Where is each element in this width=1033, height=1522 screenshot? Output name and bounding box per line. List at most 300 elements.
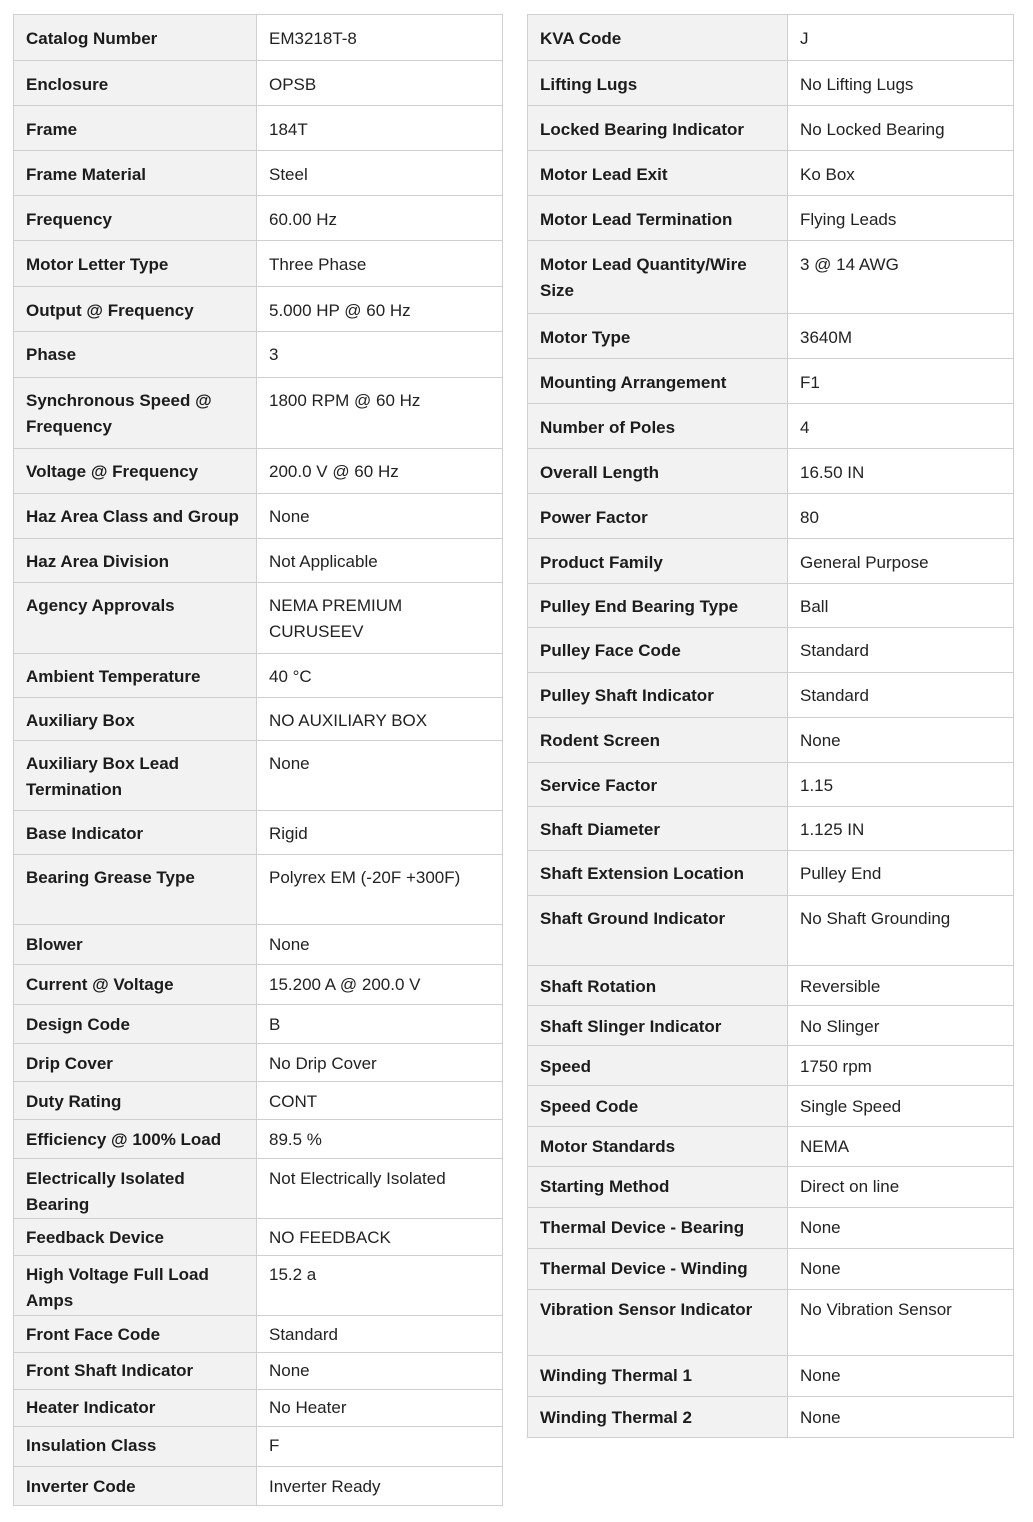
spec-row-mounting-arrangement bbox=[528, 359, 1014, 404]
spec-value-text: No Heater bbox=[269, 1398, 347, 1417]
spec-value-text: 15.2 a bbox=[269, 1265, 317, 1284]
spec-row-duty-rating bbox=[14, 1082, 503, 1120]
spec-value-text: 15.200 A @ 200.0 V bbox=[269, 975, 421, 994]
spec-label bbox=[14, 698, 257, 741]
spec-label-text: Auxiliary Box bbox=[26, 711, 135, 730]
spec-row-product-family bbox=[528, 539, 1014, 584]
spec-value-text: Direct on line bbox=[800, 1177, 900, 1196]
spec-value-text: Pulley End bbox=[800, 864, 882, 883]
spec-label-text: Shaft Diameter bbox=[540, 820, 660, 839]
spec-value bbox=[257, 1219, 503, 1256]
spec-value-text: No Vibration Sensor bbox=[800, 1300, 952, 1319]
spec-value-text: No Lifting Lugs bbox=[800, 75, 914, 94]
spec-label-text: Motor Type bbox=[540, 328, 631, 347]
spec-value-text: Polyrex EM (-20F +300F) bbox=[269, 868, 461, 887]
spec-label-text: Power Factor bbox=[540, 508, 648, 527]
spec-value-text: 3640M bbox=[800, 328, 852, 347]
spec-value bbox=[257, 1256, 503, 1316]
spec-row-rodent-screen bbox=[528, 718, 1014, 763]
spec-row-front-shaft-indicator bbox=[14, 1353, 503, 1390]
spec-row-shaft-ground-indicator bbox=[528, 896, 1014, 966]
spec-label-text: Agency Approvals bbox=[26, 596, 175, 615]
spec-label-text: Haz Area Class and Group bbox=[26, 507, 239, 526]
spec-value bbox=[788, 449, 1014, 494]
spec-value bbox=[788, 628, 1014, 673]
spec-label bbox=[14, 1256, 257, 1316]
spec-label bbox=[14, 1427, 257, 1467]
spec-label-text: Lifting Lugs bbox=[540, 75, 638, 94]
spec-value bbox=[257, 61, 503, 106]
spec-value-text: General Purpose bbox=[800, 553, 929, 572]
spec-label-text: Front Face Code bbox=[26, 1325, 161, 1344]
spec-label bbox=[528, 1006, 788, 1046]
spec-value-text: J bbox=[800, 29, 809, 48]
spec-value-text: Not Electrically Isolated bbox=[269, 1169, 446, 1188]
spec-label-text: Pulley Shaft Indicator bbox=[540, 686, 714, 705]
spec-row-haz-area-class-and-group bbox=[14, 494, 503, 539]
spec-label-text: Bearing Grease Type bbox=[26, 868, 195, 887]
spec-value bbox=[788, 1167, 1014, 1208]
spec-value-text: None bbox=[800, 1218, 841, 1237]
spec-row-speed bbox=[528, 1046, 1014, 1086]
spec-row-shaft-diameter bbox=[528, 807, 1014, 851]
spec-value bbox=[788, 1127, 1014, 1167]
spec-label bbox=[528, 61, 788, 106]
spec-label-text: Thermal Device - Bearing bbox=[540, 1218, 745, 1237]
spec-label-text: Speed Code bbox=[540, 1097, 639, 1116]
spec-label-text: Synchronous Speed @ Frequency bbox=[26, 391, 212, 436]
spec-label-text: Ambient Temperature bbox=[26, 667, 201, 686]
spec-value bbox=[257, 1082, 503, 1120]
spec-value-text: None bbox=[800, 1259, 841, 1278]
spec-row-drip-cover bbox=[14, 1044, 503, 1082]
spec-label bbox=[528, 1208, 788, 1249]
spec-row-catalog-number bbox=[14, 15, 503, 61]
spec-value bbox=[257, 494, 503, 539]
spec-value-text: F bbox=[269, 1436, 280, 1455]
spec-row-winding-thermal-2 bbox=[528, 1397, 1014, 1438]
spec-label-text: Speed bbox=[540, 1057, 592, 1076]
spec-value bbox=[257, 106, 503, 151]
spec-label-text: Haz Area Division bbox=[26, 552, 169, 571]
spec-row-thermal-device-winding bbox=[528, 1249, 1014, 1290]
spec-label bbox=[528, 1086, 788, 1127]
spec-label bbox=[528, 1290, 788, 1356]
spec-value bbox=[788, 851, 1014, 896]
spec-label bbox=[528, 1167, 788, 1208]
spec-label-text: Shaft Rotation bbox=[540, 977, 657, 996]
spec-value-text: 184T bbox=[269, 120, 308, 139]
spec-label bbox=[528, 241, 788, 314]
spec-label-text: Motor Lead Quantity/Wire Size bbox=[540, 255, 747, 300]
spec-label bbox=[14, 1353, 257, 1390]
spec-row-pulley-shaft-indicator bbox=[528, 673, 1014, 718]
spec-label bbox=[528, 359, 788, 404]
spec-value bbox=[788, 1397, 1014, 1438]
spec-value bbox=[257, 378, 503, 449]
spec-value-text: OPSB bbox=[269, 75, 317, 94]
spec-label bbox=[14, 449, 257, 494]
spec-row-pulley-end-bearing-type bbox=[528, 584, 1014, 628]
spec-value-text: 1800 RPM @ 60 Hz bbox=[269, 391, 421, 410]
spec-value-text: None bbox=[269, 935, 310, 954]
spec-label bbox=[528, 966, 788, 1006]
spec-row-motor-lead-exit bbox=[528, 151, 1014, 196]
spec-value-text: None bbox=[800, 1408, 841, 1427]
spec-value-text: Flying Leads bbox=[800, 210, 897, 229]
spec-value bbox=[788, 314, 1014, 359]
spec-row-feedback-device bbox=[14, 1219, 503, 1256]
spec-value bbox=[257, 855, 503, 925]
spec-row-locked-bearing-indicator bbox=[528, 106, 1014, 151]
spec-row-motor-lead-termination bbox=[528, 196, 1014, 241]
spec-row-bearing-grease-type bbox=[14, 855, 503, 925]
spec-label-text: Frequency bbox=[26, 210, 112, 229]
spec-value bbox=[257, 449, 503, 494]
spec-value-text: F1 bbox=[800, 373, 820, 392]
spec-row-heater-indicator bbox=[14, 1390, 503, 1427]
spec-label-text: Feedback Device bbox=[26, 1228, 164, 1247]
spec-value bbox=[257, 1159, 503, 1219]
spec-label-text: Shaft Slinger Indicator bbox=[540, 1017, 722, 1036]
spec-row-enclosure bbox=[14, 61, 503, 106]
spec-value-text: 16.50 IN bbox=[800, 463, 865, 482]
spec-label bbox=[528, 106, 788, 151]
spec-label bbox=[14, 1467, 257, 1506]
spec-row-service-factor bbox=[528, 763, 1014, 807]
spec-label-text: Heater Indicator bbox=[26, 1398, 156, 1417]
spec-row-speed-code bbox=[528, 1086, 1014, 1127]
spec-label bbox=[528, 718, 788, 763]
spec-row-motor-type bbox=[528, 314, 1014, 359]
spec-value bbox=[788, 359, 1014, 404]
spec-label bbox=[14, 332, 257, 378]
spec-value-text: Single Speed bbox=[800, 1097, 902, 1116]
spec-label bbox=[14, 1316, 257, 1353]
spec-row-frame bbox=[14, 106, 503, 151]
spec-value bbox=[257, 1427, 503, 1467]
spec-value-text: 200.0 V @ 60 Hz bbox=[269, 462, 399, 481]
spec-value-text: Steel bbox=[269, 165, 308, 184]
spec-value bbox=[257, 332, 503, 378]
spec-row-shaft-rotation bbox=[528, 966, 1014, 1006]
spec-value bbox=[788, 106, 1014, 151]
spec-label-text: Base Indicator bbox=[26, 824, 144, 843]
spec-value-text: None bbox=[800, 731, 841, 750]
spec-label-text: Duty Rating bbox=[26, 1092, 122, 1111]
spec-label-text: Mounting Arrangement bbox=[540, 373, 727, 392]
spec-row-voltage-frequency bbox=[14, 449, 503, 494]
spec-label-text: Vibration Sensor Indicator bbox=[540, 1300, 753, 1319]
spec-label bbox=[14, 855, 257, 925]
spec-label bbox=[528, 404, 788, 449]
spec-label-text: Winding Thermal 1 bbox=[540, 1366, 692, 1385]
spec-row-thermal-device-bearing bbox=[528, 1208, 1014, 1249]
spec-label bbox=[14, 925, 257, 965]
spec-label-text: Pulley End Bearing Type bbox=[540, 597, 739, 616]
spec-value-text: Ball bbox=[800, 597, 829, 616]
spec-label bbox=[14, 1219, 257, 1256]
spec-label bbox=[528, 1397, 788, 1438]
spec-row-high-voltage-full-load-amps bbox=[14, 1256, 503, 1316]
spec-value-text: 3 bbox=[269, 345, 279, 364]
spec-value bbox=[788, 494, 1014, 539]
spec-value bbox=[257, 1467, 503, 1506]
spec-label-text: Thermal Device - Winding bbox=[540, 1259, 748, 1278]
spec-row-phase bbox=[14, 332, 503, 378]
spec-label bbox=[14, 287, 257, 332]
spec-value bbox=[788, 1290, 1014, 1356]
spec-row-kva-code bbox=[528, 15, 1014, 61]
spec-label-text: Pulley Face Code bbox=[540, 641, 681, 660]
spec-label-text: Insulation Class bbox=[26, 1436, 157, 1455]
spec-row-insulation-class bbox=[14, 1427, 503, 1467]
spec-row-efficiency-100-load bbox=[14, 1120, 503, 1159]
spec-value bbox=[257, 583, 503, 654]
spec-label bbox=[14, 965, 257, 1005]
spec-label-text: Motor Standards bbox=[540, 1137, 676, 1156]
spec-value bbox=[257, 287, 503, 332]
spec-row-current-voltage bbox=[14, 965, 503, 1005]
spec-label-text: Drip Cover bbox=[26, 1054, 113, 1073]
spec-label-text: Enclosure bbox=[26, 75, 109, 94]
spec-label-text: Shaft Ground Indicator bbox=[540, 909, 726, 928]
spec-label bbox=[14, 241, 257, 287]
spec-label bbox=[14, 15, 257, 61]
spec-label bbox=[14, 1044, 257, 1082]
spec-row-overall-length bbox=[528, 449, 1014, 494]
spec-value bbox=[257, 741, 503, 811]
spec-row-winding-thermal-1 bbox=[528, 1356, 1014, 1397]
spec-label-text: Efficiency @ 100% Load bbox=[26, 1130, 222, 1149]
spec-row-auxiliary-box-lead-termination bbox=[14, 741, 503, 811]
spec-value bbox=[788, 807, 1014, 851]
spec-value-text: Inverter Ready bbox=[269, 1477, 381, 1496]
spec-label bbox=[528, 628, 788, 673]
spec-value-text: Reversible bbox=[800, 977, 881, 996]
spec-label bbox=[14, 539, 257, 583]
spec-row-pulley-face-code bbox=[528, 628, 1014, 673]
spec-label bbox=[528, 15, 788, 61]
spec-label bbox=[14, 1005, 257, 1044]
spec-value bbox=[257, 925, 503, 965]
spec-label-text: KVA Code bbox=[540, 29, 622, 48]
spec-value-text: No Shaft Grounding bbox=[800, 909, 951, 928]
spec-row-shaft-slinger-indicator bbox=[528, 1006, 1014, 1046]
spec-row-motor-standards bbox=[528, 1127, 1014, 1167]
spec-value bbox=[257, 1353, 503, 1390]
spec-value bbox=[788, 896, 1014, 966]
spec-label bbox=[14, 1082, 257, 1120]
spec-value bbox=[257, 1390, 503, 1427]
spec-label bbox=[528, 314, 788, 359]
spec-row-base-indicator bbox=[14, 811, 503, 855]
spec-row-motor-letter-type bbox=[14, 241, 503, 287]
spec-value-text: NO AUXILIARY BOX bbox=[269, 711, 428, 730]
spec-label-text: Winding Thermal 2 bbox=[540, 1408, 692, 1427]
spec-value bbox=[788, 718, 1014, 763]
spec-label-text: Electrically Isolated Bearing bbox=[26, 1169, 185, 1214]
spec-row-blower bbox=[14, 925, 503, 965]
spec-value-text: 4 bbox=[800, 418, 810, 437]
spec-value bbox=[257, 965, 503, 1005]
spec-value bbox=[788, 1356, 1014, 1397]
spec-label bbox=[14, 196, 257, 241]
spec-value bbox=[257, 151, 503, 196]
spec-label-text: Inverter Code bbox=[26, 1477, 136, 1496]
spec-value-text: None bbox=[800, 1366, 841, 1385]
spec-label bbox=[528, 763, 788, 807]
spec-row-inverter-code bbox=[14, 1467, 503, 1506]
spec-value bbox=[257, 698, 503, 741]
spec-label bbox=[14, 106, 257, 151]
spec-label bbox=[14, 1390, 257, 1427]
spec-row-front-face-code bbox=[14, 1316, 503, 1353]
spec-label-text: Rodent Screen bbox=[540, 731, 660, 750]
spec-label-text: Starting Method bbox=[540, 1177, 670, 1196]
spec-value bbox=[788, 1208, 1014, 1249]
spec-value bbox=[788, 15, 1014, 61]
spec-value-text: 5.000 HP @ 60 Hz bbox=[269, 301, 411, 320]
spec-label bbox=[14, 1159, 257, 1219]
spec-label bbox=[528, 539, 788, 584]
spec-value-text: 89.5 % bbox=[269, 1130, 322, 1149]
spec-label bbox=[14, 151, 257, 196]
spec-row-frequency bbox=[14, 196, 503, 241]
spec-label-text: Overall Length bbox=[540, 463, 660, 482]
spec-label bbox=[528, 673, 788, 718]
spec-label-text: Motor Letter Type bbox=[26, 255, 169, 274]
spec-label-text: Catalog Number bbox=[26, 29, 158, 48]
spec-row-synchronous-speed-frequency bbox=[14, 378, 503, 449]
spec-value bbox=[257, 654, 503, 698]
spec-label bbox=[528, 1249, 788, 1290]
spec-row-auxiliary-box bbox=[14, 698, 503, 741]
spec-value-text: Ko Box bbox=[800, 165, 855, 184]
spec-row-vibration-sensor-indicator bbox=[528, 1290, 1014, 1356]
spec-value bbox=[788, 404, 1014, 449]
spec-label bbox=[14, 378, 257, 449]
spec-value-text: 40 °C bbox=[269, 667, 312, 686]
spec-value bbox=[257, 1316, 503, 1353]
spec-row-electrically-isolated-bearing bbox=[14, 1159, 503, 1219]
spec-row-design-code bbox=[14, 1005, 503, 1044]
spec-value bbox=[788, 539, 1014, 584]
spec-value bbox=[257, 1005, 503, 1044]
spec-value bbox=[788, 1046, 1014, 1086]
spec-value bbox=[788, 673, 1014, 718]
spec-label-text: Motor Lead Exit bbox=[540, 165, 668, 184]
spec-value bbox=[257, 539, 503, 583]
spec-value-text: No Slinger bbox=[800, 1017, 880, 1036]
spec-label bbox=[528, 196, 788, 241]
spec-label bbox=[528, 851, 788, 896]
spec-label-text: Auxiliary Box Lead Termination bbox=[26, 754, 180, 799]
spec-value-text: B bbox=[269, 1015, 281, 1034]
spec-label bbox=[14, 494, 257, 539]
spec-label bbox=[14, 811, 257, 855]
spec-row-shaft-extension-location bbox=[528, 851, 1014, 896]
spec-value-text: CONT bbox=[269, 1092, 318, 1111]
spec-value-text: Standard bbox=[800, 686, 869, 705]
spec-value-text: None bbox=[269, 1361, 310, 1380]
spec-label bbox=[528, 584, 788, 628]
spec-value bbox=[788, 241, 1014, 314]
spec-label bbox=[14, 61, 257, 106]
spec-label bbox=[528, 896, 788, 966]
spec-value bbox=[788, 763, 1014, 807]
spec-value-text: None bbox=[269, 507, 310, 526]
spec-value-text: 3 @ 14 AWG bbox=[800, 255, 899, 274]
spec-value bbox=[257, 196, 503, 241]
spec-label-text: Locked Bearing Indicator bbox=[540, 120, 745, 139]
spec-row-starting-method bbox=[528, 1167, 1014, 1208]
spec-table-left bbox=[13, 14, 503, 1506]
spec-label-text: Frame Material bbox=[26, 165, 146, 184]
spec-value-text: 1750 rpm bbox=[800, 1057, 872, 1076]
spec-label-text: Shaft Extension Location bbox=[540, 864, 745, 883]
spec-value-text: 1.125 IN bbox=[800, 820, 865, 839]
spec-label bbox=[14, 1120, 257, 1159]
spec-table-right bbox=[527, 14, 1014, 1438]
spec-label bbox=[528, 807, 788, 851]
spec-label-text: Product Family bbox=[540, 553, 663, 572]
spec-label-text: Motor Lead Termination bbox=[540, 210, 733, 229]
spec-value-text: 1.15 bbox=[800, 776, 834, 795]
spec-label bbox=[528, 1046, 788, 1086]
spec-value bbox=[788, 1006, 1014, 1046]
spec-label-text: Number of Poles bbox=[540, 418, 676, 437]
spec-row-motor-lead-quantity-wire-size bbox=[528, 241, 1014, 314]
spec-value bbox=[788, 151, 1014, 196]
spec-value-text: Standard bbox=[800, 641, 869, 660]
spec-label bbox=[528, 1127, 788, 1167]
spec-label bbox=[528, 449, 788, 494]
spec-value-text: No Drip Cover bbox=[269, 1054, 377, 1073]
spec-value-text: 60.00 Hz bbox=[269, 210, 338, 229]
spec-label-text: Current @ Voltage bbox=[26, 975, 174, 994]
spec-value-text: Not Applicable bbox=[269, 552, 378, 571]
spec-label bbox=[528, 494, 788, 539]
spec-value bbox=[257, 811, 503, 855]
spec-value bbox=[788, 1249, 1014, 1290]
spec-value-text: EM3218T-8 bbox=[269, 29, 357, 48]
spec-value bbox=[788, 196, 1014, 241]
spec-label-text: Blower bbox=[26, 935, 83, 954]
spec-label bbox=[528, 1356, 788, 1397]
spec-row-number-of-poles bbox=[528, 404, 1014, 449]
spec-value-text: Standard bbox=[269, 1325, 338, 1344]
spec-label-text: Service Factor bbox=[540, 776, 658, 795]
spec-value bbox=[788, 966, 1014, 1006]
spec-row-output-frequency bbox=[14, 287, 503, 332]
spec-value-text: 80 bbox=[800, 508, 819, 527]
spec-value bbox=[788, 1086, 1014, 1127]
spec-value-text: NEMA PREMIUM CURUSEEV bbox=[269, 596, 403, 641]
spec-value bbox=[788, 61, 1014, 106]
spec-value bbox=[257, 15, 503, 61]
spec-row-lifting-lugs bbox=[528, 61, 1014, 106]
spec-label bbox=[528, 151, 788, 196]
spec-value bbox=[788, 584, 1014, 628]
spec-label-text: Output @ Frequency bbox=[26, 301, 194, 320]
spec-value bbox=[257, 1044, 503, 1082]
spec-label bbox=[14, 583, 257, 654]
spec-row-power-factor bbox=[528, 494, 1014, 539]
spec-row-agency-approvals bbox=[14, 583, 503, 654]
spec-label-text: Front Shaft Indicator bbox=[26, 1361, 194, 1380]
spec-label-text: Design Code bbox=[26, 1015, 130, 1034]
